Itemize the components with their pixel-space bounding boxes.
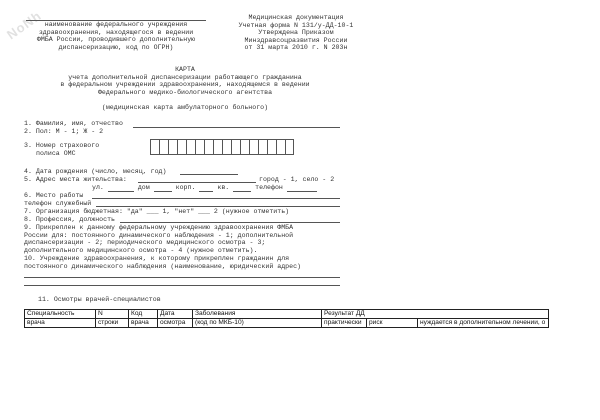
section-specialist-exams: 11. Осмотры врачей-специалистов: [38, 296, 161, 303]
header-right-line5: от 31 марта 2010 г. N 203н: [244, 44, 348, 52]
field-birth-date-label: 4. Дата рождения (число, месяц, год): [24, 168, 167, 175]
col-line-number-cont: строки: [96, 319, 129, 328]
title-line3: в федеральном учреждении здравоохранения, находящемся в ведении: [60, 81, 310, 89]
header-left-block: [26, 21, 206, 51]
document-subtitle: (медицинская карта амбулаторного больного): [101, 104, 269, 111]
col-doctor-code-cont: врача: [129, 319, 158, 328]
field-budget-org-label: 7. Организация бюджетная: "да" ___ 1, "нет" ___ 2 (нужное отметить): [24, 208, 290, 215]
policy-digit-box[interactable]: [168, 139, 177, 155]
policy-digit-box[interactable]: [249, 139, 258, 155]
title-line2: учета дополнительной диспансеризации работающего гражданина: [68, 73, 302, 81]
col-exam-date-cont: осмотра: [158, 319, 193, 328]
col-specialty: Специальность: [25, 310, 96, 319]
header-left-line4: диспансеризацию, код по ОГРН): [58, 43, 174, 51]
col-result-risk: риск: [367, 319, 418, 328]
col-doctor-code: Код: [129, 310, 158, 319]
field-workplace-label: 6. Место работы: [24, 192, 84, 199]
col-result-healthy: практически: [322, 319, 367, 328]
policy-digit-box[interactable]: [267, 139, 276, 155]
policy-digit-box[interactable]: [258, 139, 267, 155]
title-line1: КАРТА: [175, 66, 195, 73]
field-attached-text: 9. Прикреплен к данному федеральному учреждению здравоохранения ФМБА России для: постоянного динамического наблюдения - 1; дополнительной диспансеризации - 2; периодического медицинского осмотра - 3; дополнительного медицинского осмотра - 4 (нужное отметить).: [24, 224, 294, 254]
policy-digit-box[interactable]: [213, 139, 222, 155]
policy-digit-box[interactable]: [195, 139, 204, 155]
field-policy-label: 3. Номер страхового полиса ОМС: [24, 142, 100, 157]
field-full-name-label: 1. Фамилия, имя, отчество: [24, 120, 123, 127]
policy-digit-box[interactable]: [285, 139, 294, 155]
header-left-line2: здравоохранения, находящегося в ведении: [38, 28, 194, 36]
title-line4: Федерального медико-биологического агентства: [97, 88, 273, 96]
header-right-line3: Утверждена Приказом: [258, 29, 334, 37]
field-profession-label: 8. Профессия, должность: [24, 216, 116, 223]
field-address-line[interactable]: [138, 182, 256, 183]
policy-digit-box[interactable]: [276, 139, 285, 155]
col-specialty-cont: врача: [25, 319, 96, 328]
document-title: [30, 66, 340, 96]
field-workplace-line[interactable]: [92, 198, 340, 199]
watermark: NoNh: [4, 7, 45, 43]
header-right-line4: Минздравсоцразвития России: [244, 36, 348, 44]
field-work-phone-label: телефон служебный: [24, 200, 92, 207]
col-line-number: N: [96, 310, 129, 319]
policy-digit-box[interactable]: [177, 139, 186, 155]
header-left-line1: наименование федерального учреждения: [44, 21, 188, 28]
field-institution-line2[interactable]: [24, 285, 340, 286]
field-address-details: ул. дом корп. кв. телефон: [92, 184, 317, 192]
table-header-row: [25, 310, 549, 319]
policy-digit-box[interactable]: [186, 139, 195, 155]
policy-digit-box[interactable]: [150, 139, 159, 155]
field-work-phone-line[interactable]: [96, 206, 340, 207]
field-institution-line1[interactable]: [24, 277, 340, 278]
col-diseases-cont: (код по МКБ-10): [193, 319, 322, 328]
field-address-label: 5. Адрес места жительства:: [24, 176, 127, 183]
field-address-settlement: город - 1, село - 2: [259, 176, 335, 183]
table-subheader-row: [25, 319, 549, 328]
policy-number-boxes[interactable]: [150, 139, 294, 155]
field-sex-label: 2. Пол: М - 1; Ж - 2: [24, 128, 104, 135]
col-exam-date: Дата: [158, 310, 193, 319]
field-birth-date-line[interactable]: [180, 174, 238, 175]
specialist-exams-table: [24, 309, 549, 328]
header-right-block: [226, 14, 366, 52]
policy-digit-box[interactable]: [204, 139, 213, 155]
field-full-name-line[interactable]: [133, 127, 340, 128]
header-right-line2: Учетная форма N 131/у-ДД-10-1: [238, 21, 354, 29]
header-left-line3: ФМБА России, проводившего дополнительную: [36, 36, 196, 44]
policy-digit-box[interactable]: [159, 139, 168, 155]
policy-digit-box[interactable]: [240, 139, 249, 155]
col-result-needs-treatment: нуждается в дополнительном лечении, о: [418, 319, 549, 328]
policy-digit-box[interactable]: [222, 139, 231, 155]
col-diseases: Заболевания: [193, 310, 322, 319]
header-right-line1: Медицинская документация: [248, 14, 344, 21]
col-result: Результат ДД: [322, 310, 549, 319]
field-profession-line[interactable]: [120, 222, 340, 223]
field-institution-text: 10. Учреждение здравоохранения, к которому прикреплен гражданин для постоянного динамического наблюдения (наименование, юридический адрес): [24, 255, 301, 270]
policy-digit-box[interactable]: [231, 139, 240, 155]
